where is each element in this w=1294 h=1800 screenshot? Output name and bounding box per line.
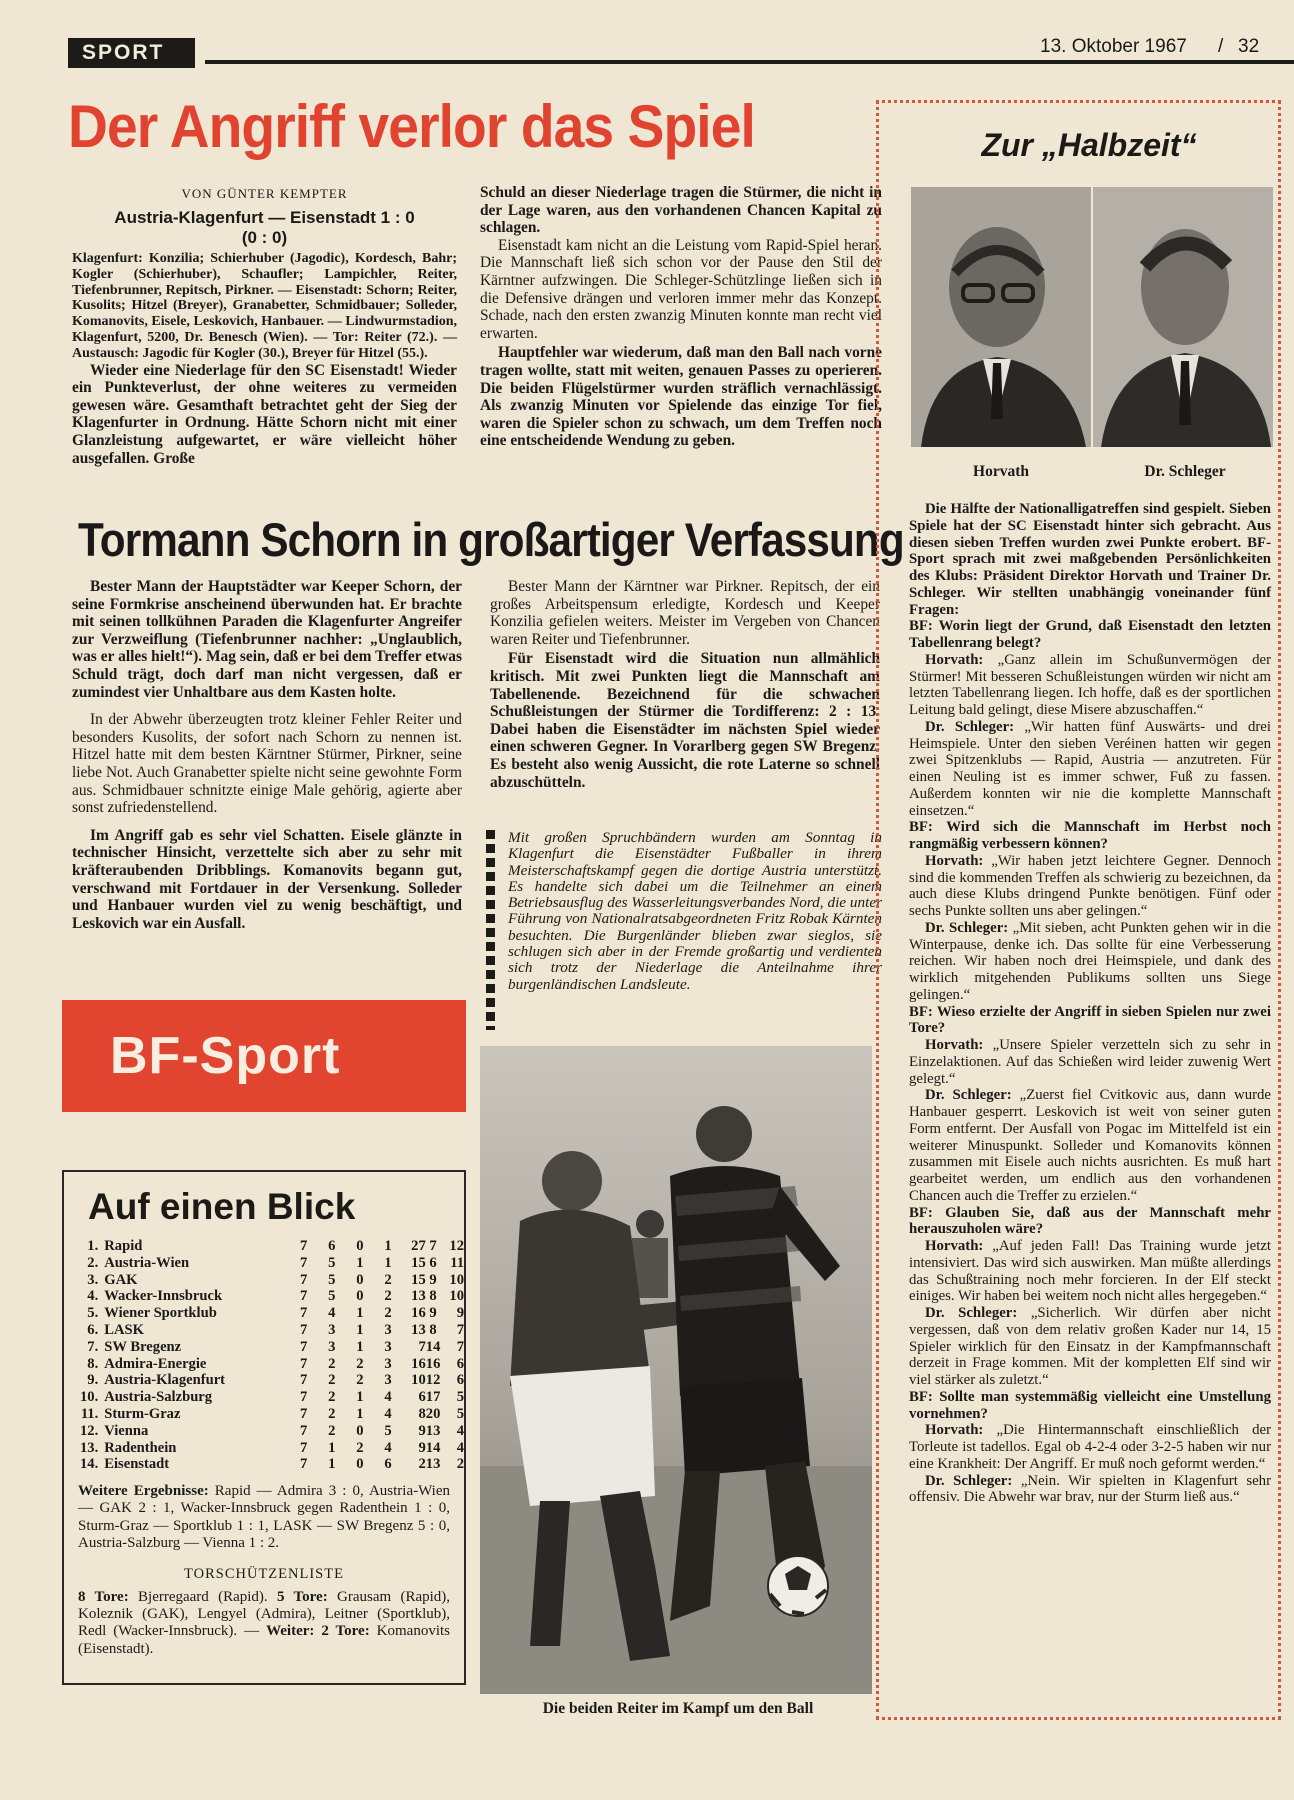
standings-cell: 1 xyxy=(356,1338,364,1355)
date-separator: / xyxy=(1218,36,1224,57)
scorers-text: Komanovits (Eisenstadt). xyxy=(78,1623,451,1657)
standings-cell: 7 xyxy=(300,1321,308,1338)
results-text: Rapid — Admira 3 : 0, Austria-Wien — GAK 2 : 1, Wacker-Innsbruck gegen Radenthein 1 : 0, Sturm-Graz — Sportklub 1 : 1, LASK — SW Bregenz 5 : 0, Austria-Salzburg — Vienna 1 : 2. xyxy=(78,1483,451,1551)
answer-text: „Ganz allein im Schußunvermögen der Stürmer! Mit besseren Schußleistungen würden wir nicht am letzten Tabellenrang liegen. Ich hoffe, daß es der sportlichen Leitung bald gelingt, diese Misere abzuschaffen.“ xyxy=(909,651,1272,718)
standings-cell: 2. xyxy=(87,1254,99,1271)
standings-cell: 13 xyxy=(425,1422,441,1439)
standings-row xyxy=(80,1255,464,1272)
answer-text: „Die Hintermannschaft einschließlich der Torleute ist tadellos. Egal ob 4-2-4 oder 3-2-5 haben wir nur eine Krankheit: Der Angriff. Er muß noch geformt werden.“ xyxy=(909,1422,1271,1472)
standings-cell: 7 xyxy=(300,1271,308,1288)
standings-cell: 1. xyxy=(87,1238,99,1254)
standings-cell: 4 xyxy=(384,1389,392,1406)
portrait-schleger-image xyxy=(1093,187,1273,447)
speaker: Horvath: xyxy=(925,651,984,668)
team-name: SW Bregenz xyxy=(104,1338,182,1355)
headline-secondary: Tormann Schorn in großartiger Verfassung xyxy=(78,513,904,566)
standings-cell: 5 xyxy=(384,1422,392,1439)
standings-cell: 5 xyxy=(328,1254,336,1271)
standings-cell: 9 xyxy=(429,1271,437,1288)
article1-paragraph: Hauptfehler war wiederum, daß man den Ball nach vorne tragen wollte, statt mit weiten, genauen Passes zu operieren. Die beiden Flügelstürmer wurden sträflich vernachlässigt. Als zwanzig Minuten vor Spielende das einzige Tor fiel, waren die Spieler schon zu schwach, um dem Treffen noch eine entscheidende Wendung zu geben. xyxy=(480,344,882,450)
standings-row xyxy=(80,1322,464,1339)
standings-cell: 4 xyxy=(384,1405,392,1422)
scorers-list xyxy=(78,1589,450,1658)
standings-cell: 4 xyxy=(328,1305,336,1322)
interview-text xyxy=(909,501,1271,1506)
article2-paragraph: In der Abwehr überzeugten trotz kleiner Fehler Reiter und besonders Kusolits, der sofort nach Schorn zu nennen ist. Hitzel hatte mit dem besten Kärntner Stürmer, Pirkner, seine liebe Not. Auch Granabetter spielte nicht seine gewohnte Form aus. Schmidbauer schnitzte einige Male gehörig, agierte aber sonst zufriedenstellend. xyxy=(72,711,462,817)
team-name: Eisenstadt xyxy=(104,1456,170,1473)
standings-cell: 4 xyxy=(384,1439,392,1456)
standings-cell: 12 xyxy=(425,1372,441,1389)
standings-cell: 2 xyxy=(328,1372,336,1389)
standings-cell: 7 xyxy=(300,1254,308,1271)
standings-cell: 7 xyxy=(456,1338,464,1355)
answer-text: „Auf jeden Fall! Das Training wurde jetzt intensiviert. Das wird sich auswirken. Man müßte allerdings das Schußtraining noch mehr forcieren. In der Elf steckt einiges. Wir haben bei weitem noch nicht alles hergegeben.“ xyxy=(909,1238,1271,1305)
standings-cell: 7 xyxy=(300,1422,308,1439)
standings-cell: 5 xyxy=(456,1389,464,1406)
interview-answer xyxy=(909,853,1271,920)
answer-text: „Sicherlich. Wir dürfen aber nicht vergessen, daß von dem relativ großen Kader nur 14, 15 Spieler wirklich für den Einsatz in der Kampfmannschaft derzeit in Frage kommen. Mit der kompletten Elf sind wir viel stärker als zuletzt.“ xyxy=(909,1305,1271,1388)
team-name: Rapid xyxy=(104,1238,143,1254)
standings-cell: 2 xyxy=(328,1405,336,1422)
article1-column-1 xyxy=(72,186,457,469)
halftime-score: (0 : 0) xyxy=(241,228,288,247)
scorers-text: Bjerregaard (Rapid). xyxy=(138,1588,268,1605)
standings-row xyxy=(80,1456,464,1473)
standings-cell: 4. xyxy=(87,1288,99,1305)
team-name: Vienna xyxy=(104,1422,149,1439)
standings-cell: 1 xyxy=(384,1238,392,1254)
standings-row xyxy=(80,1423,464,1440)
standings-cell: 7 xyxy=(300,1355,308,1372)
standings-cell: 2 xyxy=(328,1422,336,1439)
standings-cell: 0 xyxy=(356,1422,364,1439)
standings-cell: 8 xyxy=(418,1405,426,1422)
standings-cell: 4 xyxy=(456,1422,464,1439)
standings-cell: 20 xyxy=(425,1405,441,1422)
standings-table xyxy=(80,1238,464,1473)
interview-answer xyxy=(909,1238,1271,1305)
standings-cell: 6 xyxy=(429,1254,437,1271)
standings-cell: 14. xyxy=(80,1456,99,1473)
scorers-text: Grausam (Rapid), Koleznik (GAK), Lengyel (Admira), Leitner (Sportklub), Redl (Wacker-Innsbruck). — xyxy=(78,1588,451,1640)
standings-cell: 2 xyxy=(384,1271,392,1288)
match-photo xyxy=(480,1046,872,1694)
portrait-schleger xyxy=(1093,187,1273,447)
standings-cell: 7 xyxy=(300,1288,308,1305)
speaker: Horvath: xyxy=(925,1037,984,1053)
team-name: Austria-Salzburg xyxy=(104,1389,213,1406)
standings-cell: 12. xyxy=(80,1422,99,1439)
standings-cell: 10 xyxy=(411,1372,426,1389)
standings-cell: 2 xyxy=(328,1389,336,1406)
standings-cell: 1 xyxy=(328,1456,336,1473)
standings-cell: 5 xyxy=(328,1271,336,1288)
article1-paragraph: Eisenstadt kam nicht an die Leistung vom Rapid-Spiel heran. Die Mannschaft ließ sich schon vor der Pause den Stil der Kärntner aufzwingen. Die Schleger-Schützlinge ließen sich in die Defensive drängen und verloren immer mehr das Konzept. Schade, nach den ersten zwanzig Minuten konnte man recht viel erwarten. xyxy=(480,236,882,342)
standings-cell: 14 xyxy=(425,1338,441,1355)
standings-cell: 3 xyxy=(384,1338,392,1355)
team-name: Austria-Klagenfurt xyxy=(104,1372,226,1389)
standings-cell: 6 xyxy=(384,1456,392,1473)
header-rule xyxy=(205,60,1294,64)
standings-cell: 3 xyxy=(384,1372,392,1389)
photo-caption: Die beiden Reiter im Kampf um den Ball xyxy=(542,1700,814,1717)
scorers-lead: 8 Tore: xyxy=(78,1588,129,1605)
standings-row xyxy=(80,1288,464,1305)
standings-cell: 17 xyxy=(425,1389,441,1406)
interview-question: BF: Sollte man systemmäßig vielleicht eine Umstellung vornehmen? xyxy=(909,1388,1271,1422)
standings-cell: 3 xyxy=(328,1321,336,1338)
speaker: Horvath: xyxy=(925,1238,984,1254)
standings-cell: 16 xyxy=(411,1355,426,1372)
standings-row xyxy=(80,1440,464,1457)
standings-cell: 5. xyxy=(87,1305,99,1322)
sidebar-bar xyxy=(486,830,495,1030)
standings-cell: 7 xyxy=(300,1338,308,1355)
headline-main: Der Angriff verlor das Spiel xyxy=(68,93,755,160)
standings-cell: 3. xyxy=(87,1271,99,1288)
team-name: GAK xyxy=(104,1271,138,1288)
speaker: Dr. Schleger: xyxy=(925,1472,1013,1489)
standings-cell: 7 xyxy=(300,1456,308,1473)
standings-cell: 1 xyxy=(328,1439,336,1456)
standings-cell: 2 xyxy=(418,1456,426,1473)
standings-row xyxy=(80,1272,464,1289)
answer-text: „Unsere Spieler verzetteln sich zu sehr in Einzelaktionen. Auf das Schießen wird leider zuwenig Wert gelegt.“ xyxy=(909,1037,1271,1087)
speaker: Dr. Schleger: xyxy=(925,1305,1018,1321)
article2-column-1 xyxy=(72,578,462,934)
page-number: 32 xyxy=(1238,36,1260,57)
standings-title: Auf einen Blick xyxy=(88,1186,356,1227)
interview-answer xyxy=(909,1305,1271,1389)
bf-sport-banner xyxy=(62,1000,466,1112)
standings-cell: 13 xyxy=(411,1288,426,1305)
interview-question: BF: Wieso erzielte der Angriff in sieben Spielen nur zwei Tore? xyxy=(909,1003,1271,1037)
standings-cell: 12 xyxy=(449,1238,464,1254)
interview-intro: Die Hälfte der Nationalligatreffen sind gespielt. Sieben Spiele hat der SC Eisenstadt hinter sich gebracht. Aus diesen sieben Treffen wurden zwei Punkte erobert. BF-Sport sprach mit zwei maßgebenden Persönlichkeiten des Klubs: Präsident Direktor Horvath und Trainer Dr. Schleger. Wir stellten unabhängig voneinander fünf Fragen: xyxy=(909,501,1271,618)
standings-cell: 27 xyxy=(411,1238,426,1254)
standings-cell: 10. xyxy=(80,1389,99,1406)
standings-cell: 2 xyxy=(356,1355,364,1372)
interview-answer xyxy=(909,1037,1271,1087)
standings-cell: 8 xyxy=(429,1288,437,1305)
lineup-text: Klagenfurt: Konzilia; Schierhuber (Jagodic), Kordesch, Bahr; Kogler (Schierhuber), Schaufler; Lampichler, Reiter, Tiefenbrunner, Repitsch, Pirkner. — Eisenstadt: Schorn; Reiter, Kusolits; Hitzel (Breyer), Granabetter, Schmidbauer; Solleder, Komanovits, Eisele, Leskovich, Hanbauer. — Lindwurmstadion, Klagenfurt, 5200, Dr. Benesch (Wien). — Tor: Reiter (72.). — Austausch: Jagodic für Kogler (30.), Breyer für Hitzel (55.). xyxy=(72,251,457,361)
standings-cell: 5 xyxy=(328,1288,336,1305)
standings-cell: 4 xyxy=(456,1439,464,1456)
article1-intro: Wieder eine Niederlage für den SC Eisenstadt! Wieder ein Punkteverlust, der ohne weiteres zu vermeiden gewesen wäre. Gesamthaft betrachtet geht der Sieg der Klagenfurter in Ordnung. Hätte Schorn nicht mit einer Glanzleistung aufgewartet, er wäre vielleicht höher ausgefallen. Große xyxy=(72,361,457,467)
standings-cell: 0 xyxy=(356,1456,364,1473)
standings-cell: 6 xyxy=(418,1389,426,1406)
standings-cell: 7 xyxy=(300,1372,308,1389)
team-name: LASK xyxy=(104,1321,144,1338)
standings-cell: 7 xyxy=(300,1405,308,1422)
standings-cell: 7 xyxy=(418,1338,426,1355)
speaker: Dr. Schleger: xyxy=(925,1087,1012,1104)
standings-cell: 6 xyxy=(456,1372,464,1389)
answer-text: „Wir haben jetzt leichtere Gegner. Dennoch sind die kommenden Treffen als schwierig zu bezeichnen, da auch diese Klubs dringend Punkte benötigen. Fünf oder sechs Punkte sollten uns aber gelingen.“ xyxy=(909,852,1272,919)
standings-cell: 2 xyxy=(456,1456,464,1473)
standings-cell: 1 xyxy=(356,1405,364,1422)
article2-paragraph: Bester Mann der Hauptstädter war Keeper Schorn, der seine Formkrise anscheinend überwunden hat. Er brachte mit seinen tollkühnen Paraden die Klagenfurter Angreifer zur Verzweiflung (Tiefenbrunner nachher: „Unglaublich, was er alles hielt!“). Mag sein, daß er bei dem Treffer etwas Schuld trägt, doch darf man nicht vergessen, daß er zumindest vier Unhaltbare aus dem Kasten holte. xyxy=(72,578,462,701)
standings-cell: 6. xyxy=(87,1321,99,1338)
standings-cell: 11. xyxy=(80,1405,99,1422)
standings-cell: 7 xyxy=(300,1305,308,1322)
standings-cell: 3 xyxy=(384,1321,392,1338)
team-name: Wiener Sportklub xyxy=(104,1305,217,1322)
standings-cell: 7 xyxy=(300,1439,308,1456)
match-line: Austria-Klagenfurt — Eisenstadt 1 : 0 xyxy=(114,208,415,227)
standings-row xyxy=(80,1238,464,1255)
byline: VON GÜNTER KEMPTER xyxy=(181,186,348,201)
team-name: Radenthein xyxy=(104,1439,177,1456)
article1-column-2 xyxy=(480,184,882,452)
standings-cell: 14 xyxy=(425,1439,441,1456)
standings-cell: 1 xyxy=(356,1321,364,1338)
team-name: Sturm-Graz xyxy=(104,1405,181,1422)
standings-cell: 15 xyxy=(411,1254,426,1271)
standings-cell: 6 xyxy=(456,1355,464,1372)
standings-row xyxy=(80,1356,464,1373)
interview-answer xyxy=(909,1422,1271,1472)
interview-answer xyxy=(909,719,1271,820)
standings-cell: 8. xyxy=(87,1355,99,1372)
standings-cell: 15 xyxy=(411,1271,426,1288)
standings-cell: 2 xyxy=(356,1439,364,1456)
standings-cell: 2 xyxy=(328,1355,336,1372)
standings-cell: 11 xyxy=(450,1254,464,1271)
standings-cell: 9 xyxy=(418,1422,426,1439)
standings-cell: 9. xyxy=(87,1372,99,1389)
standings-cell: 9 xyxy=(456,1305,464,1322)
standings-cell: 7 xyxy=(300,1389,308,1406)
standings-cell: 7 xyxy=(456,1321,464,1338)
speaker: Horvath: xyxy=(925,1422,984,1439)
portrait-horvath-image xyxy=(911,187,1091,447)
standings-cell: 9 xyxy=(418,1439,426,1456)
scorers-lead: Weiter: 2 Tore: xyxy=(266,1623,370,1640)
interview-answer xyxy=(909,1087,1271,1204)
italic-sidebar-text: Mit großen Spruchbändern wurden am Sonntag in Klagenfurt die Eisenstädter Fußballer in ihrem Meisterschaftskampf gegen die dortige Austria unterstützt. Es handelte sich dabei um die Teilnehmer an einem Betriebsausflug des Wasserleitungsverbandes Nord, die unter Führung von Nationalratsabgeordneten Fritz Robak Kärnten besuchten. Die Burgenländer blieben zwar sieglos, sie schlugen sich aber in der Fremde großartig und verdienten sich trotz der Niederlage die Anteilnahme ihrer burgenländischen Landsleute. xyxy=(508,829,882,993)
standings-cell: 16 xyxy=(411,1305,426,1322)
standings-cell: 6 xyxy=(328,1238,336,1254)
portrait-horvath xyxy=(911,187,1091,447)
results-lead: Weitere Ergebnisse: xyxy=(78,1483,209,1500)
article2-column-2 xyxy=(490,578,880,793)
bf-sport-label: BF-Sport xyxy=(110,1027,341,1085)
standings-cell: 13 xyxy=(425,1456,441,1473)
standings-cell: 1 xyxy=(356,1305,364,1322)
standings-cell: 9 xyxy=(429,1305,437,1322)
standings-cell: 7 xyxy=(300,1238,308,1254)
article2-paragraph: Für Eisenstadt wird die Situation nun allmählich kritisch. Mit zwei Punkten liegt die Mannschaft am Tabellenende. Bezeichnend für die schwachen Schußleistungen der Stürmer die Tordifferenz: 2 : 13. Dabei haben die Eisenstädter im nächsten Spiel wieder einen schweren Gegner. In Vorarlberg gegen SW Bregenz. Es besteht also wenig Aussicht, die rote Laterne so schnell abzuschütteln. xyxy=(490,650,880,791)
standings-cell: 1 xyxy=(356,1389,364,1406)
team-name: Admira-Energie xyxy=(104,1355,207,1372)
standings-cell: 1 xyxy=(384,1254,392,1271)
standings-cell: 2 xyxy=(384,1288,392,1305)
standings-cell: 0 xyxy=(356,1238,364,1254)
team-name: Wacker-Innsbruck xyxy=(104,1288,223,1305)
interview-question: BF: Wird sich die Mannschaft im Herbst noch rangmäßig verbessern können? xyxy=(909,819,1271,852)
interview-box xyxy=(876,100,1281,1720)
interview-answer xyxy=(909,920,1271,1004)
speaker: Dr. Schleger: xyxy=(925,718,1015,735)
standings-row xyxy=(80,1372,464,1389)
speaker: Dr. Schleger: xyxy=(925,919,1009,936)
standings-cell: 0 xyxy=(356,1288,364,1305)
standings-cell: 8 xyxy=(429,1321,437,1338)
italic-sidebar xyxy=(486,830,886,1030)
other-results xyxy=(78,1483,450,1552)
answer-text: „Mit sieben, acht Punkten gehen wir in die Winterpause, denke ich. Das sollte für eine Verbesserung reichen. Wir haben noch drei Heimspiele, und dank des wirklich mitgehenden Publikums sollten uns Siege gelingen.“ xyxy=(909,919,1271,1003)
standings-box xyxy=(62,1170,466,1685)
article2-paragraph: Im Angriff gab es sehr viel Schatten. Eisele glänzte in technischer Hinsicht, verzettelte sich aber zu sehr mit kräfteraubenden Dribblings. Komanovits begann gut, verschwand mit Fortdauer in der Versenkung. Solleder und Hanbauer wurden viel zu wenig beschäftigt, und Leskovich war ein Ausfall. xyxy=(72,826,462,932)
answer-text: „Nein. Wir spielten in Klagenfurt sehr offensiv. Die Abwehr war brav, nur der Sturm ließ aus.“ xyxy=(909,1472,1272,1506)
standings-cell: 10 xyxy=(449,1271,464,1288)
section-tag: SPORT xyxy=(68,38,195,68)
team-name: Austria-Wien xyxy=(104,1254,190,1271)
standings-cell: 16 xyxy=(425,1355,441,1372)
standings-cell: 13 xyxy=(411,1321,426,1338)
standings-cell: 5 xyxy=(456,1405,464,1422)
standings-row xyxy=(80,1339,464,1356)
standings-cell: 0 xyxy=(356,1271,364,1288)
standings-row xyxy=(80,1305,464,1322)
interview-question: BF: Worin liegt der Grund, daß Eisenstadt den letzten Tabellenrang belegt? xyxy=(909,618,1271,651)
issue-date: 13. Oktober 1967 xyxy=(1040,36,1187,57)
standings-cell: 10 xyxy=(449,1288,464,1305)
standings-cell: 2 xyxy=(384,1305,392,1322)
standings-cell: 3 xyxy=(384,1355,392,1372)
interview-answer xyxy=(909,1473,1271,1507)
standings-cell: 13. xyxy=(80,1439,99,1456)
interview-title: Zur „Halbzeit“ xyxy=(981,127,1197,163)
scorers-heading: TORSCHÜTZENLISTE xyxy=(184,1565,344,1582)
answer-text: „Zuerst fiel Cvitkovic aus, dann wurde Hanbauer gesperrt. Leskovich ist weit von seiner guten Form entfernt. Der Ausfall von Pogac im Mittelfeld ist ein weiterer Minuspunkt. Solleder und Komanovits können zusammen mit Eisele auch nichts ausrichten. Es muß hart gearbeitet werden, um endlich aus den vorhandenen Chancen auch die Treffer zu erzielen.“ xyxy=(909,1087,1271,1204)
standings-cell: 7. xyxy=(87,1338,99,1355)
standings-row xyxy=(80,1389,464,1406)
standings-cell: 1 xyxy=(356,1254,364,1271)
speaker: Horvath: xyxy=(925,852,984,869)
standings-cell: 7 xyxy=(429,1238,437,1254)
portrait-caption-horvath: Horvath xyxy=(973,463,1029,480)
interview-answer xyxy=(909,652,1271,719)
article2-paragraph: Bester Mann der Kärntner war Pirkner. Repitsch, der ein großes Arbeitspensum erledigte, Kordesch und Keeper Konzilia gefielen weiters. Meister im Vergeben von Chancen waren Reiter und Tiefenbrunner. xyxy=(490,578,880,648)
standings-row xyxy=(80,1406,464,1423)
standings-cell: 3 xyxy=(328,1338,336,1355)
match-photo-illustration xyxy=(480,1046,872,1694)
standings-cell: 2 xyxy=(356,1372,364,1389)
article1-paragraph: Schuld an dieser Niederlage tragen die Stürmer, die nicht in der Lage waren, aus den vorhandenen Chancen Kapital zu schlagen. xyxy=(480,184,882,237)
interview-question: BF: Glauben Sie, daß aus der Mannschaft mehr herauszuholen wäre? xyxy=(909,1204,1271,1238)
scorers-lead: 5 Tore: xyxy=(277,1588,328,1605)
portrait-caption-schleger: Dr. Schleger xyxy=(1144,463,1226,480)
answer-text: „Wir hatten fünf Auswärts- und drei Heimspiele. Unter den sieben Veréinen hatten wir gegen zwei Spitzenklubs — Rapid, Austria — anzutreten. Für einen Neuling ist es immer schwer, Fuß zu fassen. Außerdem konnten wir nie die komplette Mannschaft einsetzen.“ xyxy=(909,718,1271,819)
